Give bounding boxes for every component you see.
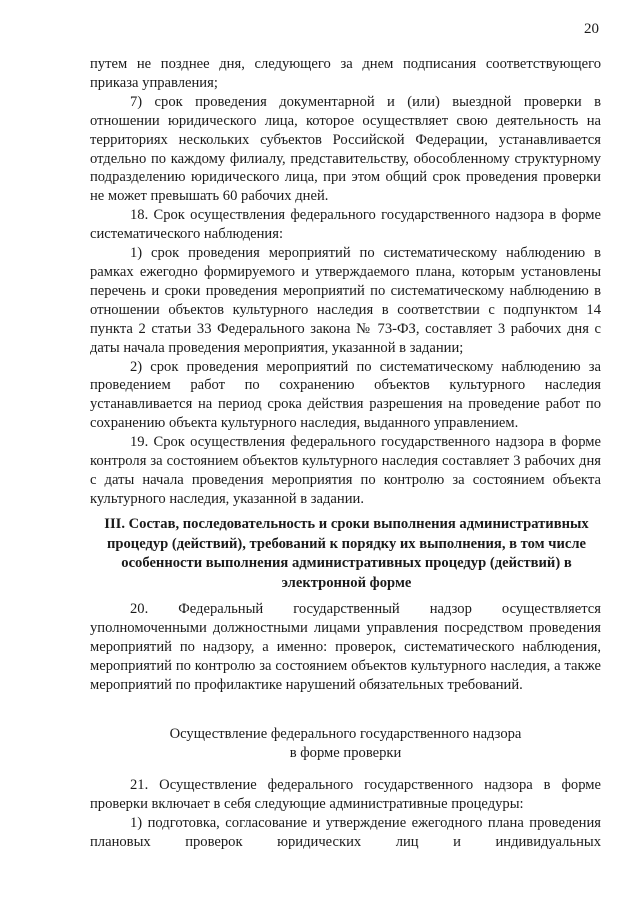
paragraph-item-7: 7) срок проведения документарной и (или) выездной проверки в отношении юридического лица, которое осуществляет свою деятельность на территориях нескольких субъектов Российской Федерации, устанавливается отдельно по каждому филиалу, представительству, обособленному структурному подразделению юридического лица, при этом общий срок проведения проверки не может превышать 60 рабочих дней. [90,93,601,205]
paragraph-19: 19. Срок осуществления федерального государственного надзора в форме контроля за состоянием объектов культурного наследия составляет 3 рабочих дня с даты начала проведения мероприятия по контролю за состоянием объекта культурного наследия, указанной в задании. [90,434,601,507]
paragraph-18: 18. Срок осуществления федерального государственного надзора в форме систематического наблюдения: [90,207,601,243]
paragraph-continuation: путем не позднее дня, следующего за днем подписания соответствующего приказа управления; [90,56,601,91]
section-3-body [90,600,601,695]
subsection-title-line-1: Осуществление федерального государственного надзора [169,726,522,742]
page-number: 20 [584,21,599,37]
section-heading: III. Состав, последовательность и сроки выполнения административных процедур (действий), требований к порядку их выполнения, в том числе особенности выполнения административных процедур (действий) в электронной форме [104,516,589,591]
paragraph-20: 20. Федеральный государственный надзор осуществляется уполномоченными должностными лицами управления посредством проведения мероприятий по надзору, а именно: проверок, систематического наблюдения, мероприятий по контролю за состоянием объектов культурного наследия, а также мероприятий по профилактике нарушений обязательных требований. [90,601,601,693]
paragraph-18-item-2: 2) срок проведения мероприятий по систематическому наблюдению за проведением работ по сохранению объектов культурного наследия устанавливается на период срока действия разрешения на проведение работ по сохранению объекта культурного наследия, выданного управлением. [90,358,601,432]
subsection-title-line-2: в форме проверки [289,744,402,761]
subsection-body [90,776,601,852]
section-3 [92,515,601,593]
subsection-title [90,725,601,762]
paragraph-21: 21. Осуществление федерального государственного надзора в форме проверки включает в себя следующие административные процедуры: [90,777,601,812]
body-block-1 [90,55,601,509]
paragraph-21-item-1: 1) подготовка, согласование и утверждение ежегодного плана проведения плановых проверок юридических лиц и индивидуальных [90,814,601,850]
paragraph-18-item-1: 1) срок проведения мероприятий по систематическому наблюдению в рамках ежегодно формируемого и утверждаемого плана, которым установлены перечень и сроки проведения мероприятий по систематическому наблюдению в отношении объектов культурного наследия в соответствии с подпунктом 14 пункта 2 статьи 33 Федерального закона № 73-ФЗ, составляет 3 рабочих дня с даты начала проведения мероприятия, указанной в задании; [90,245,601,356]
